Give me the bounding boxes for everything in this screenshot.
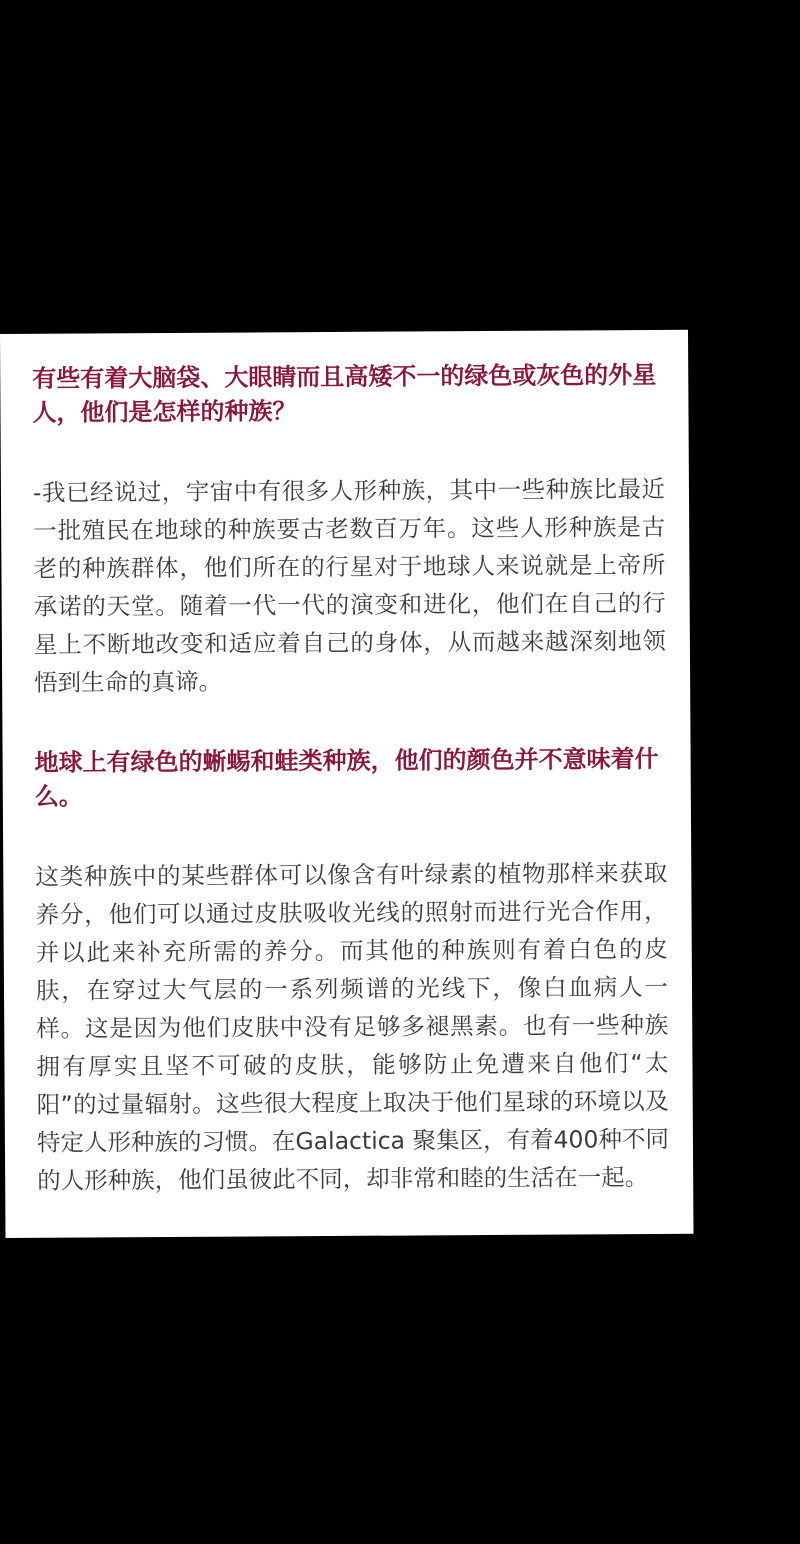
question-heading-2: 地球上有绿色的蜥蜴和蛙类种族，他们的颜色并不意味着什么。	[34, 744, 659, 811]
text-card	[0, 330, 694, 1238]
question-heading-1: 有些有着大脑袋、大眼睛而且高矮不一的绿色或灰色的外星人，他们是怎样的种族？	[32, 360, 657, 427]
answer-paragraph-2: 这类种族中的某些群体可以像含有叶绿素的植物那样来获取养分，他们可以通过皮肤吸收光线的照射而进行光合作用，并以此来补充所需的养分。而其他的种族则有着白色的皮肤，在穿过大气层的一系列频谱的光线下，像白血病人一样。这是因为他们皮肤中没有足够多褪黑素。也有一些种族拥有厚实且坚不可破的皮肤，能够防止免遭来自他们“太阳”的过量辐射。这些很大程度上取决于他们星球的环境以及特定人形种族的习惯。在Galactica 聚集区，有着400种不同的人形种族，他们虽彼此不同，却非常和睦的生活在一起。	[35, 858, 670, 1195]
answer-paragraph-1: -我已经说过，宇宙中有很多人形种族，其中一些种族比最近一批殖民在地球的种族要古老数百万年。这些人形种族是古老的种族群体，他们所在的行星对于地球人来说就是上帝所承诺的天堂。随着一代一代的演变和进化，他们在自己的行星上不断地改变和适应着自己的身体，从而越来越深刻地领悟到生命的真谛。	[32, 474, 666, 697]
